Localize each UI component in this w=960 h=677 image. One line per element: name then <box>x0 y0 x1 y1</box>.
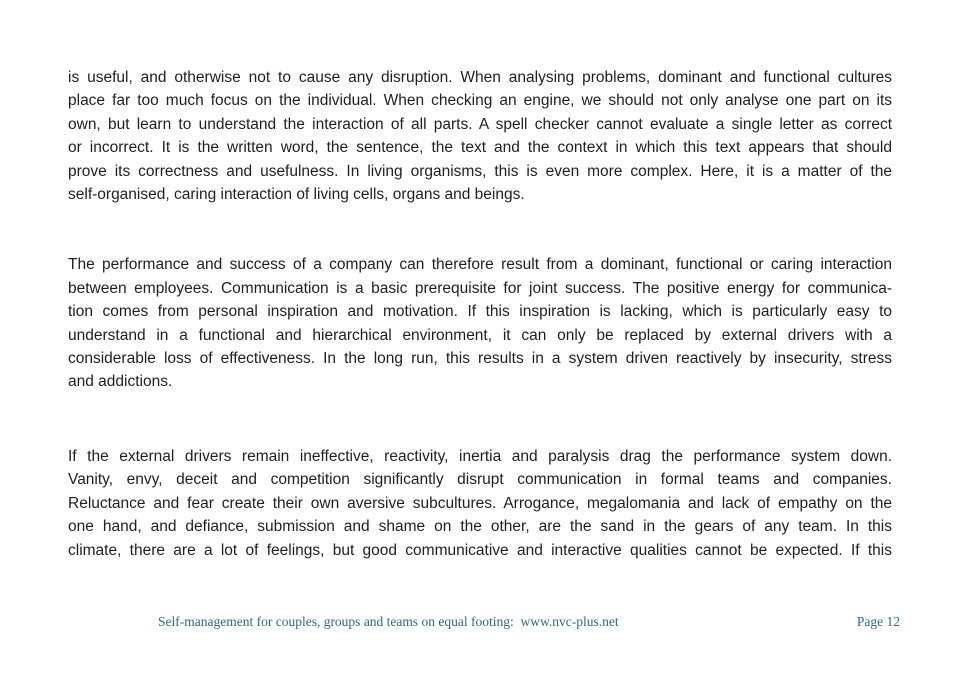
paragraph <box>68 253 892 393</box>
text-line: Reluctance and fear create their own aversive subcultures. Arrogance, megalomania and lack of empathy on the <box>68 494 892 512</box>
text-line: or incorrect. It is the written word, the sentence, the text and the context in which this text appears that should <box>68 139 892 157</box>
text-line: considerable loss of effectiveness. In the long run, this results in a system driven reactively by insecurity, stress <box>68 350 892 368</box>
text-line: prove its correctness and usefulness. In living organisms, this is even more complex. Here, it is a matter of the <box>68 162 892 180</box>
footer-left-group <box>68 613 619 631</box>
text-line: climate, there are a lot of feelings, but good communicative and interactive qualities cannot be expected. If this <box>68 541 892 559</box>
text-line: self-organised, caring interaction of living cells, organs and beings. <box>68 186 525 204</box>
paragraph <box>68 445 892 562</box>
text-line: The performance and success of a company can therefore result from a dominant, functional or caring interaction <box>68 256 892 274</box>
text-line: own, but learn to understand the interaction of all parts. A spell checker cannot evaluate a single letter as correct <box>68 115 892 133</box>
text-line: tion comes from personal inspiration and motivation. If this inspiration is lacking, which is particularly easy to <box>68 303 892 321</box>
text-line: If the external drivers remain ineffective, reactivity, inertia and paralysis drag the performance system down. <box>68 447 892 465</box>
footer-url[interactable]: www.nvc-plus.net <box>520 614 619 629</box>
paragraph <box>68 66 892 206</box>
text-line: is useful, and otherwise not to cause any disruption. When analysing problems, dominant and functional cultures <box>68 69 892 86</box>
footer-title-text: Self-management for couples, groups and teams on equal footing: <box>158 614 521 629</box>
text-line: and addictions. <box>68 373 173 391</box>
text-line: Vanity, envy, deceit and competition significantly disrupt communication in formal teams and companies. <box>68 471 892 489</box>
text-line: one hand, and defiance, submission and shame on the other, are the sand in the gears of any team. In this <box>68 518 892 536</box>
text-line: place far too much focus on the individual. When checking an engine, we should not only analyse one part on its <box>68 92 892 110</box>
footer-page-number: Page 12 <box>856 614 900 629</box>
page-footer <box>68 613 900 631</box>
text-line: understand in a functional and hierarchical environment, it can only be replaced by external drivers with a <box>68 326 892 344</box>
text-line: between employees. Communication is a basic prerequisite for joint success. The positive energy for communica- <box>68 279 892 297</box>
document-body <box>68 66 892 562</box>
